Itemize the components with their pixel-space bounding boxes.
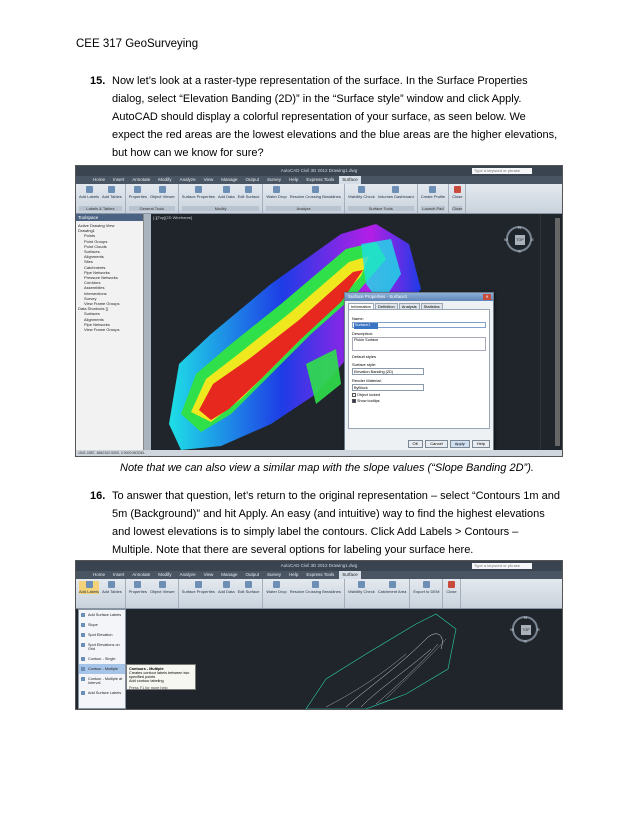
show-tooltips-checkbox[interactable]: Show tooltips: [352, 399, 486, 403]
ribbon-group-modify: Surface Properties Add Data Edit Surface Modify: [179, 184, 264, 213]
search-input[interactable]: Type a keyword or phrase: [472, 168, 532, 174]
render-material-select[interactable]: ByBlock: [352, 384, 424, 391]
tab-information[interactable]: Information: [348, 303, 374, 309]
surface-style-select[interactable]: Elevation Banding (2D): [352, 368, 424, 375]
tab-output[interactable]: Output: [245, 177, 260, 182]
close-button[interactable]: Close: [446, 581, 456, 594]
water-drop-button[interactable]: Water Drop: [266, 581, 286, 594]
object-viewer-button[interactable]: Object Viewer: [150, 581, 175, 594]
tab-survey[interactable]: Survey: [267, 572, 282, 577]
right-scroll-area: [540, 214, 562, 450]
contour-line: [376, 644, 438, 704]
surface-properties-button[interactable]: Surface Properties: [182, 186, 215, 199]
export-dem-button[interactable]: Export to DEM: [413, 581, 439, 594]
toolspace-vertical-tabs[interactable]: [144, 214, 151, 450]
close-button[interactable]: Close: [452, 186, 462, 199]
ribbon-group-general: Properties Object Viewer General Tools: [126, 184, 179, 213]
search-input[interactable]: Type a keyword or phrase: [472, 563, 532, 569]
tooltip-extra: Add contour labeling: [129, 679, 164, 683]
tab-insert[interactable]: Insert: [113, 177, 125, 182]
course-header: CEE 317 GeoSurveying: [76, 38, 199, 50]
add-labels-menu: [78, 609, 126, 709]
tree-item[interactable]: Surfaces: [84, 249, 100, 255]
ribbon: [76, 184, 562, 214]
tooltip-body: Creates contour labels between two specified points: [129, 671, 190, 679]
figure-caption: Note that we can also view a similar map with the slope values (“Slope Banding 2D”).: [120, 462, 534, 474]
step-16: [90, 487, 560, 559]
description-field[interactable]: Pickle Surface: [352, 337, 486, 351]
tree-item[interactable]: Pipe Networks: [84, 269, 110, 275]
description-label: Description:: [352, 331, 374, 336]
object-locked-checkbox[interactable]: Object locked: [352, 393, 486, 397]
tree-item[interactable]: Sites: [84, 259, 93, 265]
viewport-label[interactable]: [-][Top][2D Wireframe]: [153, 215, 193, 220]
step-text: To answer that question, let’s return to the original representation – select “Contours 1m and 5m (Background)” and hit Apply. An easy (and intuitive) way to find the highest elevations and lowest elevations is to simply label the contours. Click Add Labels > Contours – Multiple. Note that there are several options for labeling your surface here.: [112, 490, 560, 556]
ribbon-group-analyze: [263, 579, 344, 608]
tree-item[interactable]: Surfaces: [84, 311, 100, 317]
tab-annotate[interactable]: Annotate: [132, 572, 151, 577]
tab-home[interactable]: Home: [93, 177, 106, 182]
tree-item[interactable]: View Frame Groups: [84, 327, 120, 333]
tab-manage[interactable]: Manage: [221, 177, 238, 182]
ribbon-group-close: Close Close: [449, 184, 466, 213]
ribbon-group-surface-tools: [345, 579, 411, 608]
tab-analyze[interactable]: Analyze: [179, 177, 196, 182]
name-label: Name:: [352, 316, 364, 321]
viewcube-icon[interactable]: TOP N S E W: [510, 615, 540, 644]
ribbon-group-modify: [179, 579, 264, 608]
menu-item-add-surface-labels-2[interactable]: Add Surface Labels: [79, 688, 125, 698]
tree-item[interactable]: Intersections: [84, 290, 107, 296]
tree-item[interactable]: Alignments: [84, 316, 104, 322]
ribbon-tabs: [76, 176, 562, 184]
tree-item[interactable]: Point Clouds: [84, 243, 107, 249]
tab-help[interactable]: Help: [289, 177, 299, 182]
water-drop-button[interactable]: Water Drop: [266, 186, 286, 199]
tab-view[interactable]: View: [203, 177, 214, 182]
viewcube-icon[interactable]: TOP N S E W: [504, 225, 534, 254]
ribbon-group-surface-tools: Visibility Check Volumes Dashboard Surface Tools: [345, 184, 418, 213]
tab-help[interactable]: Help: [289, 572, 299, 577]
name-field[interactable]: Surface1: [352, 322, 486, 328]
ribbon-group-launch: [410, 579, 443, 608]
menu-item-contour-multiple[interactable]: Contour - Multiple: [79, 664, 125, 674]
tab-view[interactable]: View: [203, 572, 214, 577]
tree-item[interactable]: Catchments: [84, 264, 106, 270]
surface-style-label: Surface style:: [352, 362, 377, 367]
ribbon-group-launch: Create Profile Launch Pad: [418, 184, 449, 213]
tree-item[interactable]: Pressure Networks: [84, 275, 118, 281]
prospector-tree: [76, 221, 143, 334]
contour-line: [326, 654, 406, 707]
toolspace-title: Toolspace: [76, 214, 143, 221]
menu-item-spot-elevation[interactable]: Spot Elevation: [79, 630, 125, 640]
tree-item[interactable]: Alignments: [84, 254, 104, 260]
vertical-scrollbar[interactable]: [555, 218, 560, 446]
help-button[interactable]: Help: [472, 440, 490, 448]
tree-item[interactable]: Corridors: [84, 280, 101, 286]
tab-definition[interactable]: Definition: [375, 303, 398, 309]
app-title: AutoCAD Civil 3D 2012 Drawing1.dwg: [76, 166, 562, 176]
ribbon-group-close: [443, 579, 460, 608]
tree-item[interactable]: Active Drawing View: [78, 223, 115, 228]
tab-express-tools[interactable]: Express Tools: [306, 572, 335, 577]
tab-modify[interactable]: Modify: [158, 572, 172, 577]
cancel-button[interactable]: Cancel: [425, 440, 447, 448]
apply-button[interactable]: Apply: [450, 440, 470, 448]
tab-express-tools[interactable]: Express Tools: [306, 177, 335, 182]
tree-item[interactable]: Pipe Networks: [84, 321, 110, 327]
add-tables-button[interactable]: Add Tables: [102, 581, 122, 594]
edit-surface-button[interactable]: Edit Surface: [238, 186, 260, 199]
visibility-check-button[interactable]: Visibility Check: [348, 186, 375, 199]
tree-item[interactable]: Point Groups: [84, 238, 108, 244]
properties-button[interactable]: Properties: [129, 186, 147, 199]
add-tables-button[interactable]: Add Tables: [102, 186, 122, 199]
tab-modify[interactable]: Modify: [158, 177, 172, 182]
add-data-button[interactable]: Add Data: [218, 186, 235, 199]
step-number: 15.: [90, 75, 106, 87]
menu-item-spot-elevations-grid[interactable]: Spot Elevations on Grid: [79, 640, 125, 654]
screenshot-add-labels: [75, 560, 563, 710]
dialog-tabs: [345, 301, 493, 309]
tab-survey[interactable]: Survey: [267, 177, 282, 182]
resolve-crossing-button[interactable]: Resolve Crossing Breaklines: [290, 186, 341, 199]
tab-output[interactable]: Output: [245, 572, 260, 577]
contour-surface: [76, 609, 562, 709]
add-data-button[interactable]: Add Data: [218, 581, 235, 594]
menu-item-contour-multiple-interval[interactable]: Contour - Multiple at Interval: [79, 674, 125, 688]
tab-surface[interactable]: Surface: [339, 571, 361, 579]
add-labels-button[interactable]: Add Labels: [79, 186, 99, 199]
tooltip-title: Contours - Multiple: [129, 667, 164, 671]
ribbon-group-labels: Add Labels Add Tables Labels & Tables: [76, 184, 126, 213]
tree-item[interactable]: Points: [84, 233, 96, 239]
menu-item-slope[interactable]: Slope: [79, 620, 125, 630]
contour-line: [361, 649, 431, 707]
tab-annotate[interactable]: Annotate: [132, 177, 151, 182]
ribbon-tabs: [76, 571, 562, 579]
tab-insert[interactable]: Insert: [113, 572, 125, 577]
tooltip: [126, 664, 196, 690]
volumes-dashboard-button[interactable]: Volumes Dashboard: [378, 186, 414, 199]
tab-statistics[interactable]: Statistics: [421, 303, 443, 309]
dialog-body: [348, 309, 490, 429]
tooltip-footer: Press F1 for more help: [129, 686, 168, 690]
ribbon-group-labels: [76, 579, 126, 608]
tab-surface[interactable]: Surface: [339, 176, 361, 184]
step-text: Now let’s look at a raster-type representation of the surface. In the Surface Properties dialog, select “Elevation Banding (2D)” in the “Surface style” window and click Apply. AutoCAD should display a colorful representation of your surface, as seen below. We expect the red areas are the lowest elevations and the blue areas are the higher elevations, but how can we know for sure?: [112, 75, 558, 159]
dialog-close-icon[interactable]: ✕: [483, 294, 491, 300]
toolspace-panel: [76, 214, 144, 450]
edit-surface-button[interactable]: Edit Surface: [238, 581, 260, 594]
properties-button[interactable]: Properties: [129, 581, 147, 594]
render-material-label: Render Material:: [352, 378, 382, 383]
screenshot-surface-properties: [75, 165, 563, 457]
tree-item[interactable]: Data Shortcuts []: [78, 306, 108, 312]
tab-analysis[interactable]: Analysis: [399, 303, 420, 309]
contour-line: [386, 639, 446, 699]
ribbon: [76, 579, 562, 609]
object-viewer-button[interactable]: Object Viewer: [150, 186, 175, 199]
tab-manage[interactable]: Manage: [221, 572, 238, 577]
add-labels-button[interactable]: Add Labels: [79, 581, 99, 594]
default-styles-label: Default styles: [352, 354, 377, 359]
ribbon-group-general: [126, 579, 179, 608]
step-number: 16.: [90, 490, 106, 502]
step-15: [90, 72, 560, 162]
tab-analyze[interactable]: Analyze: [179, 572, 196, 577]
contour-line: [346, 634, 442, 707]
ribbon-group-analyze: Water Drop Resolve Crossing Breaklines Analyze: [263, 184, 344, 213]
create-profile-button[interactable]: Create Profile: [421, 186, 445, 199]
dialog-title: Surface Properties - Surface1: [345, 293, 493, 301]
tree-item[interactable]: View Frame Groups: [84, 301, 120, 307]
tree-item[interactable]: Assemblies: [84, 285, 105, 291]
status-bar: 1541.0387, 4860102.5300, 0.0000 MODEL: [76, 450, 562, 456]
drawing-viewport[interactable]: [76, 609, 562, 709]
resolve-crossing-button[interactable]: Resolve Crossing Breaklines: [290, 581, 341, 594]
surface-properties-button[interactable]: Surface Properties: [182, 581, 215, 594]
catchment-area-button[interactable]: Catchment Area: [378, 581, 407, 594]
ok-button[interactable]: OK: [408, 440, 424, 448]
tab-home[interactable]: Home: [93, 572, 106, 577]
app-title: AutoCAD Civil 3D 2012 Drawing1.dwg: [76, 561, 562, 571]
menu-item-contour-single[interactable]: Contour - Single: [79, 654, 125, 664]
tree-item[interactable]: Drawing1: [78, 228, 95, 234]
menu-item-add-surface-labels[interactable]: Add Surface Labels: [79, 610, 125, 620]
surface-properties-dialog: [344, 292, 494, 452]
surface-boundary: [306, 614, 456, 709]
dialog-buttons: [408, 440, 490, 448]
visibility-check-button[interactable]: Visibility Check: [348, 581, 375, 594]
tree-item[interactable]: Survey: [84, 295, 97, 301]
